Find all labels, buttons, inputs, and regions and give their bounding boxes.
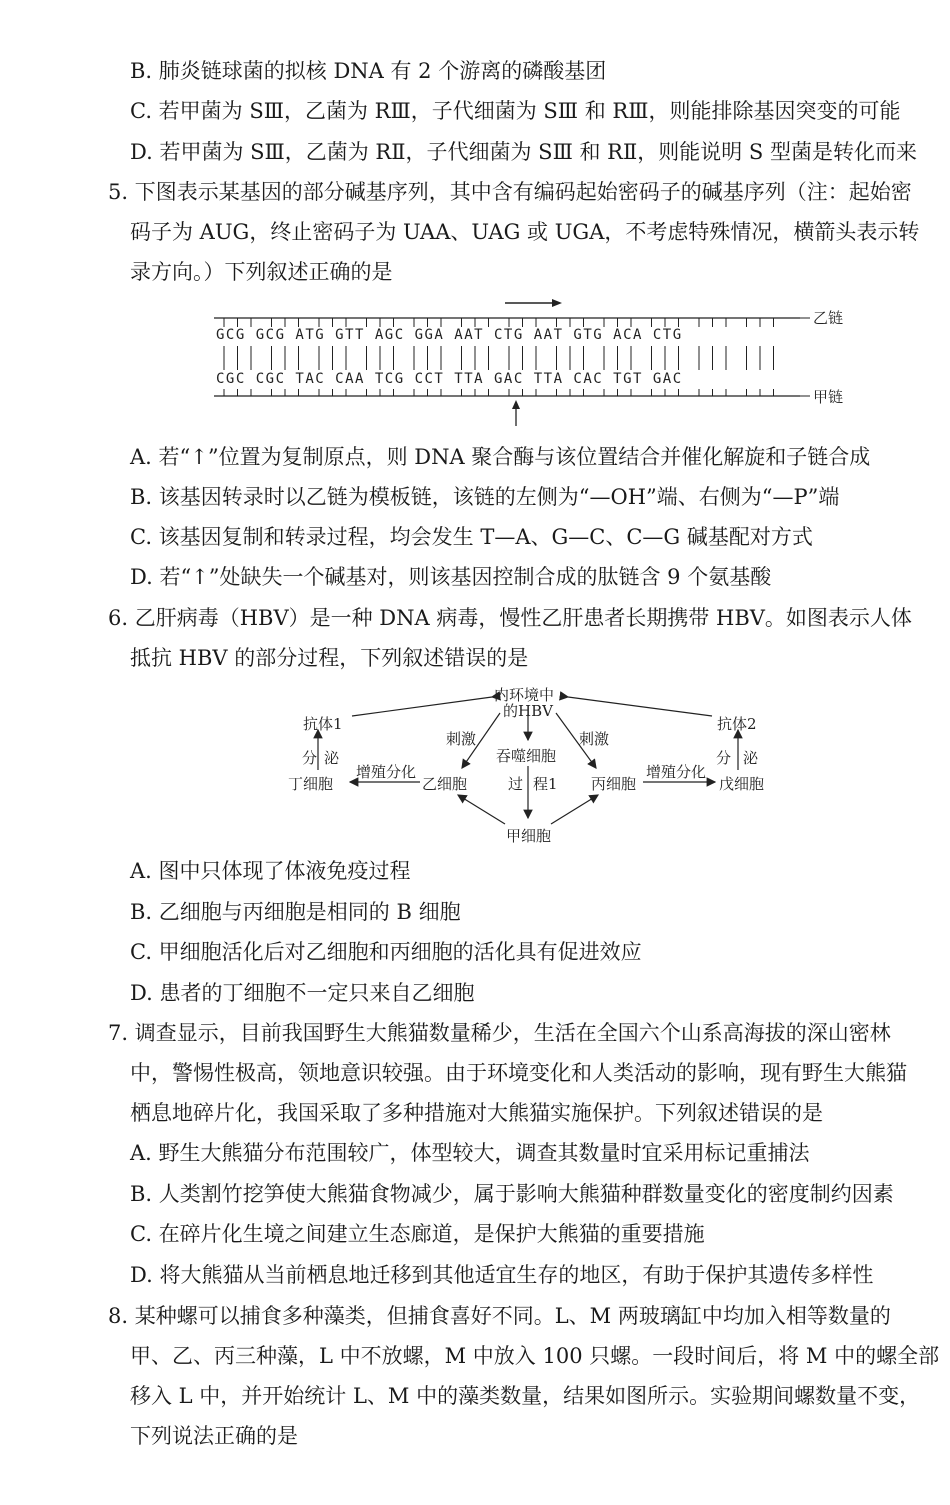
q7-option-c: C. 在碎片化生境之间建立生态廊道，是保护大熊猫的重要措施 — [130, 1222, 705, 1246]
q5-stem-line-2: 码子为 AUG，终止密码子为 UAA、UAG 或 UGA，不考虑特殊情况，横箭头表示转 — [130, 220, 920, 244]
q4-option-c: C. 若甲菌为 SⅢ，乙菌为 RⅢ，子代细菌为 SⅢ 和 RⅢ，则能排除基因突变的可能 — [130, 99, 901, 123]
q6-option-c: C. 甲细胞活化后对乙细胞和丙细胞的活化具有促进效应 — [130, 940, 642, 964]
hbv-node-line-2: 的HBV — [503, 702, 553, 720]
secrete-right-char-2: 泌 — [743, 749, 759, 767]
cell-bing-label: 丙细胞 — [591, 775, 637, 793]
q7-stem-line-2: 中，警惕性极高，领地意识较强。由于环境变化和人类活动的影响，现有野生大熊猫 — [130, 1061, 907, 1085]
cell-ding-label: 丁细胞 — [288, 775, 334, 793]
q5-stem-line-1: 5. 下图表示某基因的部分碱基序列，其中含有编码起始密码子的碱基序列（注：起始密 — [108, 180, 912, 204]
stimulate-right-label: 刺激 — [579, 730, 610, 748]
dna-top-strand-label: 乙链 — [813, 309, 844, 327]
secrete-left-char-1: 分 — [302, 749, 318, 767]
q6-option-d: D. 患者的丁细胞不一定只来自乙细胞 — [130, 981, 475, 1005]
q5-option-c: C. 该基因复制和转录过程，均会发生 T—A、G—C、C—G 碱基配对方式 — [130, 525, 813, 549]
dna-bottom-sequence: CGC CGC TAC CAA TCG CCT TTA GAC TTA CAC TGT GAC — [216, 371, 683, 387]
q8-stem-line-1: 8. 某种螺可以捕食多种藻类，但捕食喜好不同。L、M 两玻璃缸中均加入相等数量的 — [108, 1304, 891, 1328]
secrete-left-char-2: 泌 — [324, 749, 340, 767]
proliferate-right-label: 增殖分化 — [646, 763, 707, 781]
q8-stem-line-4: 下列说法正确的是 — [130, 1424, 298, 1448]
cell-wu-label: 戊细胞 — [719, 775, 765, 793]
dna-bottom-strand-label: 甲链 — [813, 388, 844, 406]
secrete-right-char-1: 分 — [716, 749, 732, 767]
q8-stem-line-3: 移入 L 中，并开始统计 L、M 中的藻类数量，结果如图所示。实验期间螺数量不变， — [130, 1384, 921, 1408]
cell-yi-label: 乙细胞 — [422, 775, 468, 793]
antibody2-label: 抗体2 — [717, 715, 757, 733]
hbv-node-line-1: 内环境中 — [494, 686, 555, 704]
q6-stem-line-1: 6. 乙肝病毒（HBV）是一种 DNA 病毒，慢性乙肝患者长期携带 HBV。如图表示人体 — [108, 606, 912, 630]
q6-option-b: B. 乙细胞与丙细胞是相同的 B 细胞 — [130, 900, 461, 924]
process1-char-1: 过 — [508, 775, 524, 793]
stimulate-left-label: 刺激 — [446, 730, 477, 748]
q5-stem-line-3: 录方向。）下列叙述正确的是 — [130, 260, 393, 284]
q5-option-d: D. 若“↑”处缺失一个碱基对，则该基因控制合成的肽链含 9 个氨基酸 — [130, 565, 772, 589]
q7-option-a: A. 野生大熊猫分布范围较广，体型较大，调查其数量时宜采用标记重捕法 — [130, 1141, 810, 1165]
q7-stem-line-1: 7. 调查显示，目前我国野生大熊猫数量稀少，生活在全国六个山系高海拔的深山密林 — [108, 1021, 891, 1045]
q6-option-a: A. 图中只体现了体液免疫过程 — [130, 859, 411, 883]
q7-option-b: B. 人类割竹挖笋使大熊猫食物减少，属于影响大熊猫种群数量变化的密度制约因素 — [130, 1182, 894, 1206]
cell-jia-label: 甲细胞 — [506, 827, 552, 845]
antibody1-label: 抗体1 — [303, 715, 343, 733]
q4-option-d: D. 若甲菌为 SⅢ，乙菌为 RⅡ，子代细菌为 SⅢ 和 RⅡ，则能说明 S 型菌是转化而来 — [130, 140, 917, 164]
q8-stem-line-2: 甲、乙、丙三种藻，L 中不放螺，M 中放入 100 只螺。一段时间后，将 M 中的螺全部 — [130, 1344, 940, 1368]
process1-char-2: 程1 — [533, 775, 558, 793]
q4-option-b: B. 肺炎链球菌的拟核 DNA 有 2 个游离的磷酸基团 — [130, 59, 607, 83]
q7-stem-line-3: 栖息地碎片化，我国采取了多种措施对大熊猫实施保护。下列叙述错误的是 — [130, 1101, 823, 1125]
q7-option-d: D. 将大熊猫从当前栖息地迁移到其他适宜生存的地区，有助于保护其遗传多样性 — [130, 1263, 874, 1287]
phagocyte-label: 吞噬细胞 — [496, 747, 557, 765]
q5-option-b: B. 该基因转录时以乙链为模板链，该链的左侧为“—OH”端、右侧为“—P”端 — [130, 485, 840, 509]
q5-option-a: A. 若“↑”位置为复制原点，则 DNA 聚合酶与该位置结合并催化解旋和子链合成 — [130, 445, 871, 469]
q6-stem-line-2: 抵抗 HBV 的部分过程，下列叙述错误的是 — [130, 646, 529, 670]
dna-top-sequence: GCG GCG ATG GTT AGC GGA AAT CTG AAT GTG ACA CTG — [216, 327, 683, 343]
proliferate-left-label: 增殖分化 — [356, 763, 417, 781]
